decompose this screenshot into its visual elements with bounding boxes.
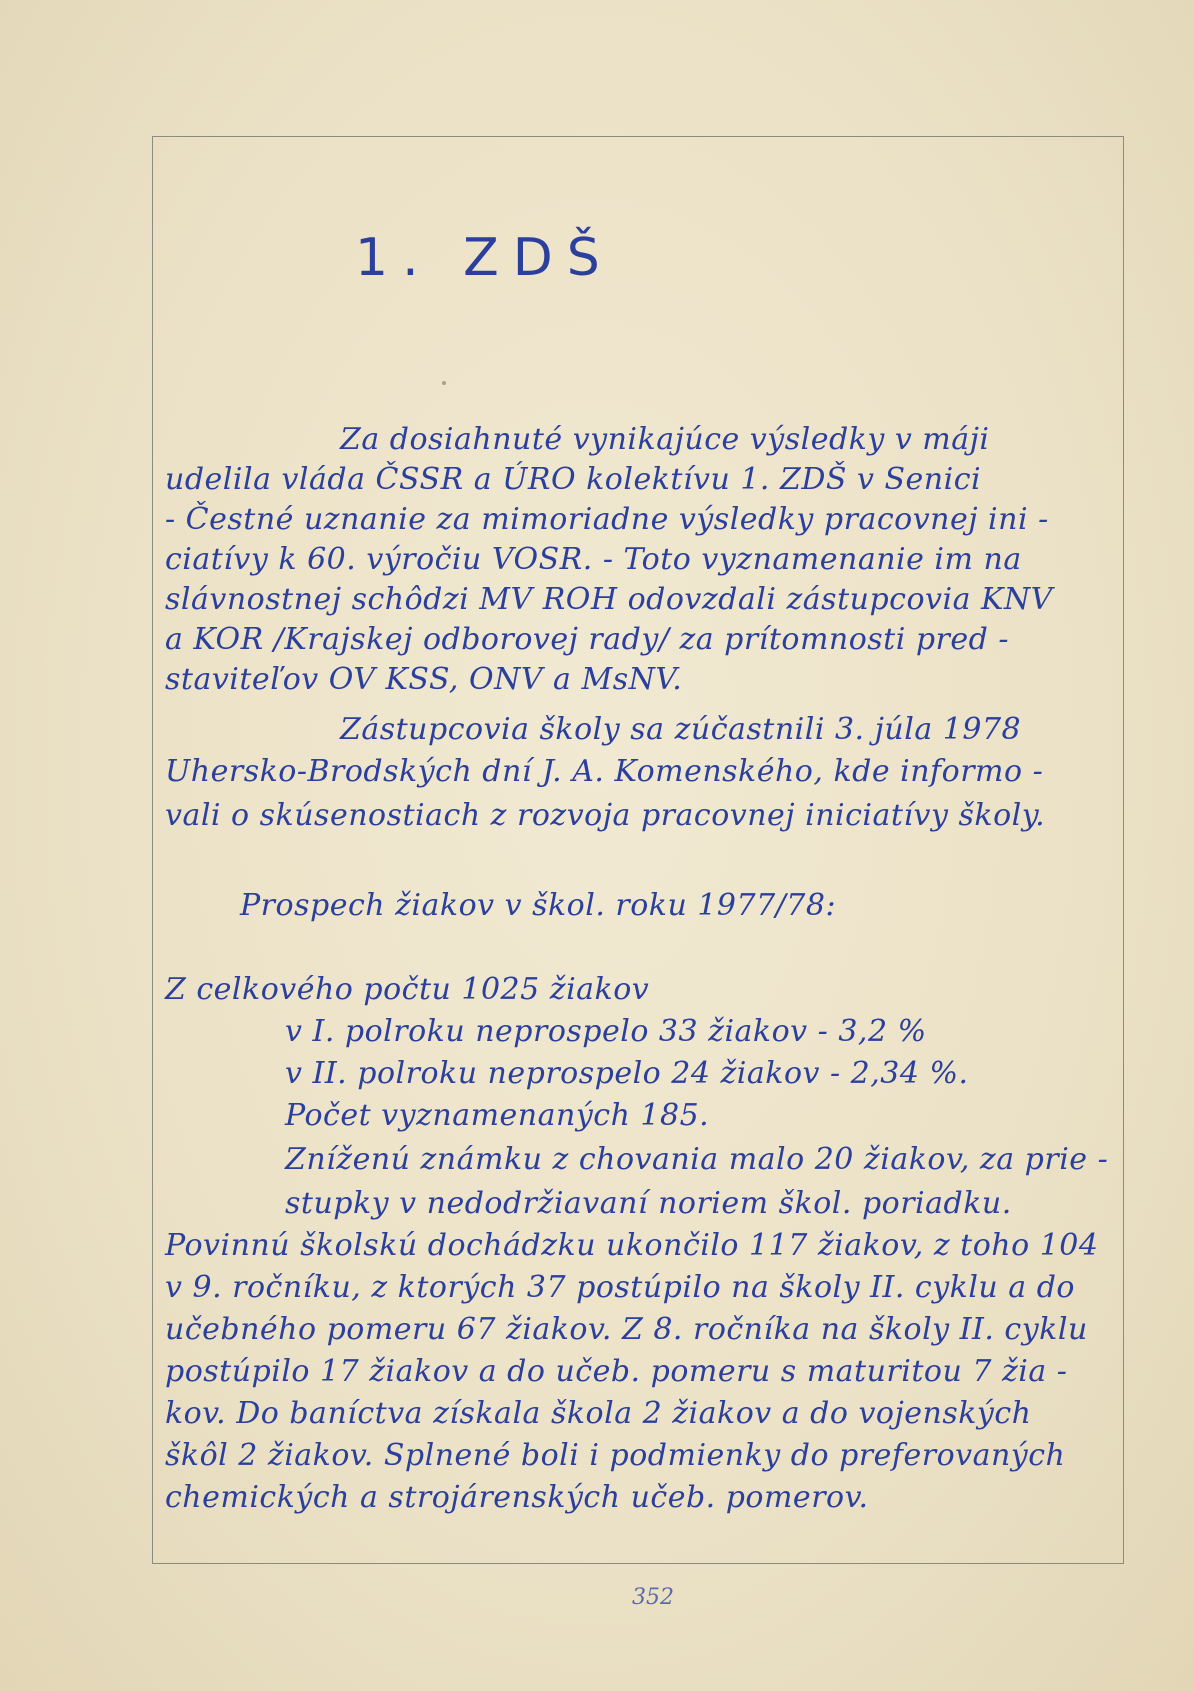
stats-line: v II. polroku neprospelo 24 žiakov - 2,34 %. [285,1056,969,1091]
paragraph3-line: Povinnú školskú dochádzku ukončilo 117 žiakov, z toho 104 [165,1228,1099,1263]
paragraph1-line: udelila vláda ČSSR a ÚRO kolektívu 1. ZDŠ v Senici [165,462,982,497]
page-title: 1. ZDŠ [355,228,614,288]
page-number: 352 [632,1585,674,1610]
stats-line: v I. polroku neprospelo 33 žiakov - 3,2 % [285,1014,927,1049]
paragraph3-line: chemických a strojárenských učeb. pomerov. [165,1480,869,1515]
paragraph3-line: kov. Do baníctva získala škola 2 žiakov a do vojenských [165,1396,1032,1431]
paragraph1-line: Za dosiahnuté vynikajúce výsledky v máji [340,422,990,457]
paragraph1-line: ciatívy k 60. výročiu VOSR. - Toto vyznamenanie im na [165,542,1022,577]
paragraph3-line: škôl 2 žiakov. Splnené boli i podmienky do preferovaných [165,1438,1066,1473]
paragraph1-line: staviteľov OV KSS, ONV a MsNV. [165,662,683,697]
paragraph3-line: v 9. ročníku, z ktorých 37 postúpilo na školy II. cyklu a do [165,1270,1075,1305]
stats-line: Počet vyznamenaných 185. [285,1098,710,1133]
stats-line: Z celkového počtu 1025 žiakov [165,972,650,1007]
stats-line: stupky v nedodržiavaní noriem škol. poriadku. [285,1186,1012,1221]
paper-speck [442,381,446,385]
section-heading: Prospech žiakov v škol. roku 1977/78: [240,888,837,923]
paragraph2-line: Uhersko-Brodských dní J. A. Komenského, kde informo - [165,754,1044,789]
paragraph3-line: učebného pomeru 67 žiakov. Z 8. ročníka na školy II. cyklu [165,1312,1088,1347]
paragraph2-line: Zástupcovia školy sa zúčastnili 3. júla 1978 [340,712,1022,747]
paragraph2-line: vali o skúsenostiach z rozvoja pracovnej iniciatívy školy. [165,798,1046,833]
paragraph1-line: a KOR /Krajskej odborovej rady/ za prítomnosti pred - [165,622,1010,657]
stats-line: Zníženú známku z chovania malo 20 žiakov, za prie - [285,1142,1109,1177]
paragraph3-line: postúpilo 17 žiakov a do učeb. pomeru s maturitou 7 žia - [165,1354,1068,1389]
paragraph1-line: - Čestné uznanie za mimoriadne výsledky pracovnej ini - [165,502,1049,537]
paragraph1-line: slávnostnej schôdzi MV ROH odovzdali zástupcovia KNV [165,582,1053,617]
